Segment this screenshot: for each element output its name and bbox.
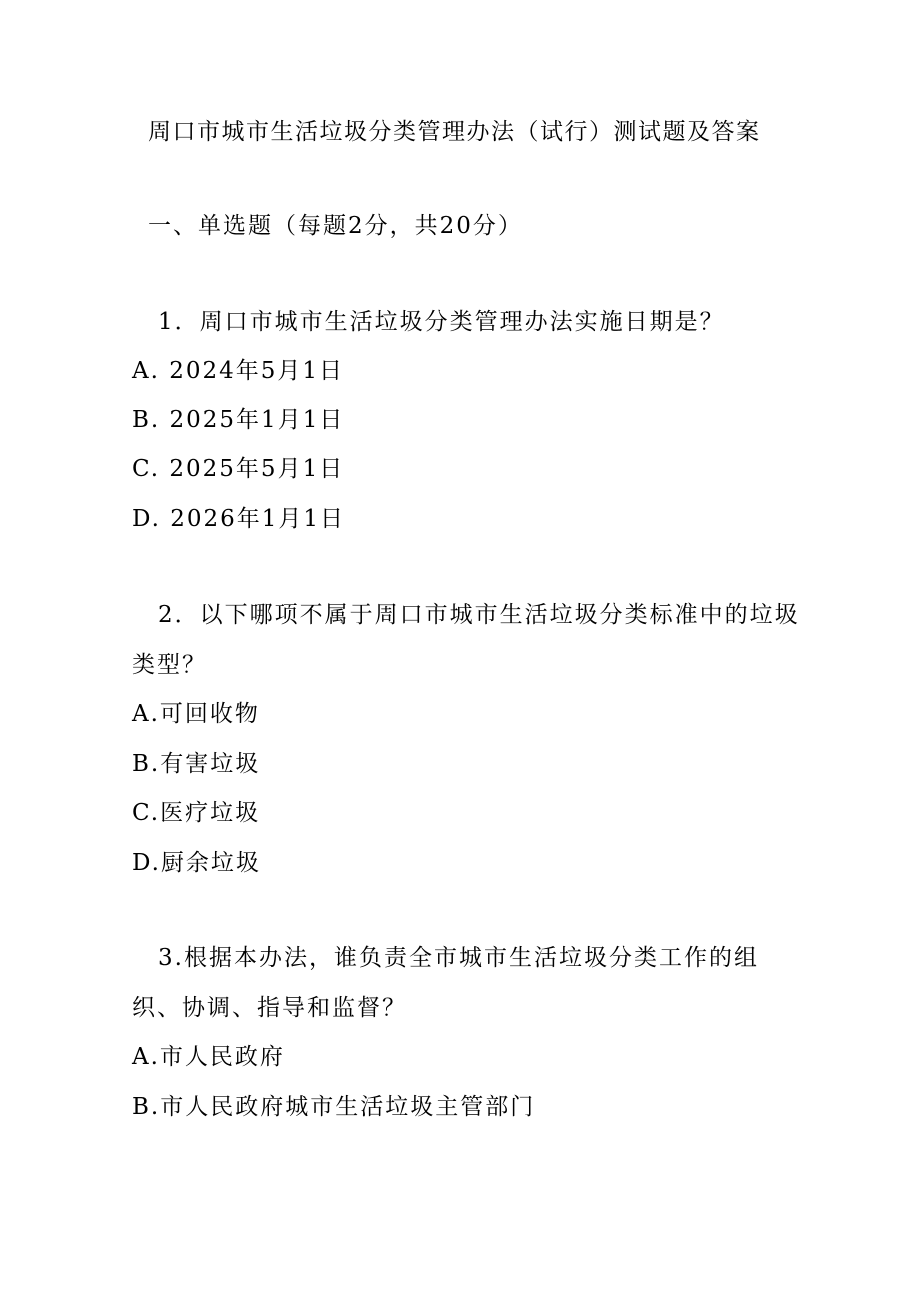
question-2-text: 2．以下哪项不属于周口市城市生活垃圾分类标准中的垃圾	[158, 602, 800, 628]
question-2-option-c: C.医疗垃圾	[132, 800, 261, 826]
question-1-option-b: B. 2025年1月1日	[132, 407, 345, 433]
question-1-option-c: C. 2025年5月1日	[132, 456, 345, 482]
question-2-option-a: A.可回收物	[132, 701, 260, 727]
question-2-option-b: B.有害垃圾	[132, 751, 261, 777]
page-title: 周口市城市生活垃圾分类管理办法（试行）测试题及答案	[148, 119, 761, 145]
question-1-text: 1．周口市城市生活垃圾分类管理办法实施日期是？	[158, 309, 725, 335]
question-3-text-continued: 织、协调、指导和监督？	[132, 995, 407, 1021]
question-1-option-d: D. 2026年1月1日	[132, 506, 346, 532]
question-2-option-d: D.厨余垃圾	[132, 850, 261, 876]
question-3-option-a: A.市人民政府	[132, 1044, 285, 1070]
question-3-option-b: B.市人民政府城市生活垃圾主管部门	[132, 1094, 536, 1120]
question-3-text: 3.根据本办法，谁负责全市城市生活垃圾分类工作的组	[158, 945, 759, 971]
question-2-text-continued: 类型？	[132, 652, 207, 678]
section-heading: 一、单选题（每题2分，共20分）	[148, 213, 523, 239]
question-1-option-a: A. 2024年5月1日	[132, 358, 345, 384]
